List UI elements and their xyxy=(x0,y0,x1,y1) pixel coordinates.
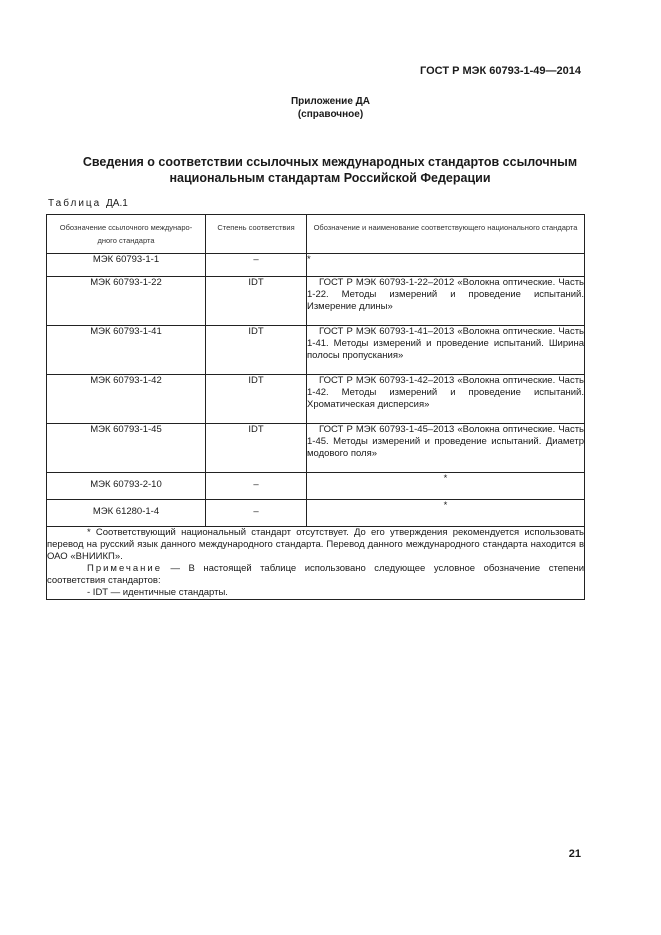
table-footer xyxy=(47,527,585,600)
cell-national-text: ГОСТ Р МЭК 60793-1-45–2013 «Волокна оптические. Часть 1-45. Методы измерений и проведение испытаний. Диаметр модового поля» xyxy=(307,424,584,459)
cell-national: * xyxy=(307,500,585,527)
footnote: * Соответствующий национальный стандарт отсутствует. До его утверждения рекомендуется использовать перевод на русский язык данного международного стандарта. Перевод данного международного стандарта находится в ОАО «ВНИИКП». xyxy=(47,527,584,562)
cell-national-text: ГОСТ Р МЭК 60793-1-22–2012 «Волокна оптические. Часть 1-22. Методы измерений и проведение испытаний. Измерение длины» xyxy=(307,277,584,312)
cell-degree: – xyxy=(206,473,307,500)
cell-reference: МЭК 60793-1-41 xyxy=(47,326,206,375)
appendix-title: Приложение ДА xyxy=(290,96,371,107)
cell-degree: IDT xyxy=(206,424,307,473)
table-row xyxy=(47,424,585,473)
cell-national-text: ГОСТ Р МЭК 60793-1-42–2013 «Волокна оптические. Часть 1-42. Методы измерений и проведение испытаний. Хроматическая дисперсия» xyxy=(307,375,584,410)
correspondence-table xyxy=(46,214,585,600)
note xyxy=(47,563,584,587)
cell-national: * xyxy=(307,254,585,277)
section-title-line-2: национальным стандартам Российской Федерации xyxy=(169,171,491,185)
cell-reference: МЭК 60793-1-42 xyxy=(47,375,206,424)
note-item: - IDT — идентичные стандарты. xyxy=(87,587,228,598)
column-header-reference: Обозначение ссылочного международного стандарта xyxy=(47,215,206,254)
table-label-word: Таблица xyxy=(48,198,102,209)
cell-degree: IDT xyxy=(206,277,307,326)
table-label-number: ДА.1 xyxy=(106,198,128,209)
cell-reference: МЭК 60793-1-1 xyxy=(47,254,206,277)
cell-reference: МЭК 60793-1-22 xyxy=(47,277,206,326)
section-title xyxy=(40,154,620,186)
cell-national xyxy=(307,326,585,375)
cell-national-text: ГОСТ Р МЭК 60793-1-41–2013 «Волокна оптические. Часть 1-41. Методы измерений и проведение испытаний. Ширина полосы пропускания» xyxy=(307,326,584,361)
cell-degree: – xyxy=(206,254,307,277)
table-row xyxy=(47,375,585,424)
cell-reference: МЭК 61280-1-4 xyxy=(47,500,206,527)
column-header-degree: Степень соответствия xyxy=(206,215,307,254)
cell-national xyxy=(307,277,585,326)
note-text: — В настоящей таблице использовано следующее условное обозначение степени соответствия стандартов: xyxy=(47,563,584,586)
appendix-heading xyxy=(0,95,661,121)
column-header-national: Обозначение и наименование соответствующего национального стандарта xyxy=(307,215,585,254)
cell-national: * xyxy=(307,473,585,500)
table-label xyxy=(48,198,128,209)
cell-degree: IDT xyxy=(206,326,307,375)
cell-national xyxy=(307,424,585,473)
document-code: ГОСТ Р МЭК 60793-1-49—2014 xyxy=(420,65,581,77)
cell-degree: IDT xyxy=(206,375,307,424)
cell-degree: – xyxy=(206,500,307,527)
section-title-line-1: Сведения о соответствии ссылочных международных стандартов ссылочным xyxy=(82,155,578,169)
table-row xyxy=(47,326,585,375)
table-row xyxy=(47,500,585,527)
table-row xyxy=(47,473,585,500)
cell-reference: МЭК 60793-2-10 xyxy=(47,473,206,500)
table-footer-row xyxy=(47,527,585,600)
page-number: 21 xyxy=(568,848,581,860)
table-row xyxy=(47,277,585,326)
table-header-row xyxy=(47,215,585,254)
appendix-subtitle: (справочное) xyxy=(297,109,364,120)
table-row xyxy=(47,254,585,277)
note-label: Примечание xyxy=(87,563,162,574)
cell-reference: МЭК 60793-1-45 xyxy=(47,424,206,473)
cell-national xyxy=(307,375,585,424)
